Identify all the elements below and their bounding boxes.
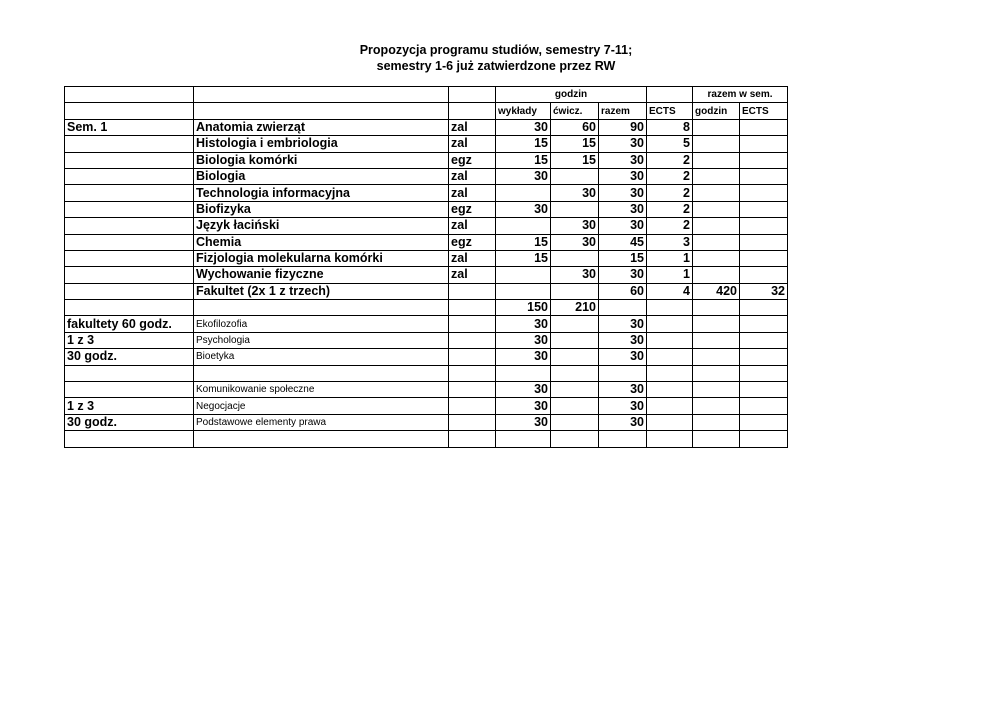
lecture-hours <box>496 267 551 283</box>
lecture-hours <box>496 431 551 447</box>
total-hours: 30 <box>599 185 647 201</box>
semester-hours <box>693 168 740 184</box>
table-row <box>65 119 788 135</box>
elective-subject: Podstawowe elementy prawa <box>194 414 449 430</box>
subject-name: Fizjologia molekularna komórki <box>194 250 449 266</box>
exercise-hours: 30 <box>551 218 599 234</box>
ects-points: 1 <box>647 250 693 266</box>
subject-name: Histologia i embriologia <box>194 136 449 152</box>
semester-ects <box>740 136 788 152</box>
row-label <box>65 283 194 299</box>
ects-points: 2 <box>647 201 693 217</box>
elective-subject: Bioetyka <box>194 349 449 365</box>
elective-subject: Psychologia <box>194 332 449 348</box>
elective-subject <box>194 431 449 447</box>
table-row <box>65 250 788 266</box>
subject-name: Anatomia zwierząt <box>194 119 449 135</box>
table-row <box>65 185 788 201</box>
lecture-hours: 150 <box>496 300 551 316</box>
lecture-hours <box>496 218 551 234</box>
semester-hours <box>693 136 740 152</box>
lecture-hours: 30 <box>496 382 551 398</box>
semester-ects <box>740 234 788 250</box>
exercise-hours <box>551 365 599 381</box>
subject-name <box>194 300 449 316</box>
elective-row <box>65 398 788 414</box>
subject-name: Wychowanie fizyczne <box>194 267 449 283</box>
total-hours: 15 <box>599 250 647 266</box>
row-label <box>65 136 194 152</box>
semester-hours <box>693 332 740 348</box>
total-hours: 30 <box>599 136 647 152</box>
exercise-hours <box>551 398 599 414</box>
semester-hours <box>693 398 740 414</box>
total-hours: 30 <box>599 349 647 365</box>
exam-type <box>449 382 496 398</box>
row-label <box>65 201 194 217</box>
exercise-hours <box>551 316 599 332</box>
exam-type <box>449 414 496 430</box>
ects-points: 8 <box>647 119 693 135</box>
semester-hours <box>693 250 740 266</box>
document-title-line2: semestry 1-6 już zatwierdzone przez RW <box>376 59 616 73</box>
row-label <box>65 168 194 184</box>
semester-ects <box>740 365 788 381</box>
total-hours: 30 <box>599 201 647 217</box>
total-hours: 90 <box>599 119 647 135</box>
semester-ects <box>740 414 788 430</box>
row-label <box>65 218 194 234</box>
semester-hours <box>693 218 740 234</box>
lecture-hours <box>496 365 551 381</box>
semester-hours <box>693 185 740 201</box>
semester-hours <box>693 365 740 381</box>
subject-name: Biologia <box>194 168 449 184</box>
subject-name: Chemia <box>194 234 449 250</box>
semester-ects <box>740 382 788 398</box>
semester-hours <box>693 431 740 447</box>
row-label <box>65 250 194 266</box>
semester-ects <box>740 168 788 184</box>
semester-ects <box>740 398 788 414</box>
subject-name: Biofizyka <box>194 201 449 217</box>
exercise-hours <box>551 349 599 365</box>
header-ects-sem: ECTS <box>740 103 788 119</box>
exercise-hours: 30 <box>551 267 599 283</box>
ects-points: 4 <box>647 283 693 299</box>
table-row <box>65 201 788 217</box>
semester-hours: 420 <box>693 283 740 299</box>
exercise-hours: 30 <box>551 234 599 250</box>
exam-type <box>449 365 496 381</box>
ects-points: 2 <box>647 152 693 168</box>
exam-type: zal <box>449 250 496 266</box>
exercise-hours <box>551 168 599 184</box>
elective-subject: Negocjacje <box>194 398 449 414</box>
header-godzin: godzin <box>496 87 647 103</box>
total-hours: 30 <box>599 332 647 348</box>
semester-ects: 32 <box>740 283 788 299</box>
exam-type <box>449 300 496 316</box>
lecture-hours: 30 <box>496 349 551 365</box>
semester-ects <box>740 300 788 316</box>
total-hours: 30 <box>599 168 647 184</box>
header-cwicz: ćwicz. <box>551 103 599 119</box>
exam-type: zal <box>449 119 496 135</box>
total-hours: 30 <box>599 398 647 414</box>
exam-type: zal <box>449 136 496 152</box>
table-row <box>65 136 788 152</box>
table-row <box>65 218 788 234</box>
table-row <box>65 234 788 250</box>
ects-points <box>647 332 693 348</box>
total-hours: 30 <box>599 316 647 332</box>
semester-hours <box>693 267 740 283</box>
ects-points: 2 <box>647 218 693 234</box>
lecture-hours: 30 <box>496 398 551 414</box>
elective-row <box>65 332 788 348</box>
total-hours: 30 <box>599 267 647 283</box>
semester-ects <box>740 332 788 348</box>
header-row-1 <box>65 87 788 103</box>
ects-points: 5 <box>647 136 693 152</box>
subject-name: Technologia informacyjna <box>194 185 449 201</box>
elective-row <box>65 349 788 365</box>
study-program-table <box>64 86 788 448</box>
exam-type <box>449 332 496 348</box>
ects-points <box>647 398 693 414</box>
header-razem-w-sem: razem w sem. <box>693 87 788 103</box>
elective-row <box>65 431 788 447</box>
semester-ects <box>740 431 788 447</box>
row-label <box>65 234 194 250</box>
elective-subject: Komunikowanie społeczne <box>194 382 449 398</box>
ects-points <box>647 365 693 381</box>
lecture-hours: 30 <box>496 316 551 332</box>
total-hours: 30 <box>599 218 647 234</box>
ects-points <box>647 316 693 332</box>
table-row <box>65 283 788 299</box>
exam-type: egz <box>449 201 496 217</box>
exercise-hours <box>551 283 599 299</box>
lecture-hours <box>496 185 551 201</box>
elective-group-label <box>65 382 194 398</box>
lecture-hours: 15 <box>496 250 551 266</box>
exercise-hours <box>551 382 599 398</box>
table-row <box>65 152 788 168</box>
exam-type <box>449 398 496 414</box>
total-hours <box>599 300 647 316</box>
exam-type <box>449 431 496 447</box>
exam-type: zal <box>449 218 496 234</box>
elective-subject: Ekofilozofia <box>194 316 449 332</box>
row-label <box>65 185 194 201</box>
ects-points <box>647 431 693 447</box>
semester-ects <box>740 349 788 365</box>
elective-group-label <box>65 431 194 447</box>
semester-ects <box>740 119 788 135</box>
semester-ects <box>740 185 788 201</box>
semester-hours <box>693 382 740 398</box>
lecture-hours: 30 <box>496 119 551 135</box>
lecture-hours: 15 <box>496 136 551 152</box>
header-godzin-sem: godzin <box>693 103 740 119</box>
ects-points: 2 <box>647 168 693 184</box>
exercise-hours <box>551 332 599 348</box>
exam-type: zal <box>449 185 496 201</box>
elective-group-label: 1 z 3 <box>65 332 194 348</box>
exam-type: zal <box>449 267 496 283</box>
total-hours: 30 <box>599 152 647 168</box>
exercise-hours <box>551 414 599 430</box>
semester-hours <box>693 234 740 250</box>
ects-points <box>647 382 693 398</box>
elective-row <box>65 316 788 332</box>
lecture-hours: 30 <box>496 201 551 217</box>
exercise-hours: 30 <box>551 185 599 201</box>
subject-name: Fakultet (2x 1 z trzech) <box>194 283 449 299</box>
semester-hours <box>693 300 740 316</box>
elective-row <box>65 414 788 430</box>
exam-type <box>449 316 496 332</box>
row-label <box>65 267 194 283</box>
elective-group-label: 30 godz. <box>65 414 194 430</box>
exercise-hours: 15 <box>551 152 599 168</box>
header-razem: razem <box>599 103 647 119</box>
semester-hours <box>693 119 740 135</box>
total-hours: 60 <box>599 283 647 299</box>
exam-type: egz <box>449 234 496 250</box>
lecture-hours: 30 <box>496 168 551 184</box>
elective-group-label: 30 godz. <box>65 349 194 365</box>
row-label <box>65 152 194 168</box>
header-wyklady: wykłady <box>496 103 551 119</box>
ects-points: 3 <box>647 234 693 250</box>
exercise-hours: 15 <box>551 136 599 152</box>
elective-group-label: fakultety 60 godz. <box>65 316 194 332</box>
semester-ects <box>740 316 788 332</box>
lecture-hours: 30 <box>496 414 551 430</box>
row-label <box>65 300 194 316</box>
ects-points <box>647 414 693 430</box>
total-hours <box>599 431 647 447</box>
subject-name: Język łaciński <box>194 218 449 234</box>
semester-hours <box>693 349 740 365</box>
semester-hours <box>693 316 740 332</box>
elective-row <box>65 365 788 381</box>
exercise-hours <box>551 431 599 447</box>
lecture-hours <box>496 283 551 299</box>
lecture-hours: 15 <box>496 234 551 250</box>
semester-hours <box>693 201 740 217</box>
elective-row <box>65 382 788 398</box>
table-row <box>65 168 788 184</box>
exam-type <box>449 283 496 299</box>
elective-group-label: 1 z 3 <box>65 398 194 414</box>
semester-ects <box>740 218 788 234</box>
subject-name: Biologia komórki <box>194 152 449 168</box>
row-label: Sem. 1 <box>65 119 194 135</box>
total-hours: 45 <box>599 234 647 250</box>
header-ects: ECTS <box>647 103 693 119</box>
semester-hours <box>693 414 740 430</box>
ects-points <box>647 349 693 365</box>
table-row <box>65 267 788 283</box>
exam-type: zal <box>449 168 496 184</box>
exercise-hours: 60 <box>551 119 599 135</box>
header-row-2 <box>65 103 788 119</box>
elective-group-label <box>65 365 194 381</box>
total-hours: 30 <box>599 414 647 430</box>
table-row <box>65 300 788 316</box>
exercise-hours <box>551 201 599 217</box>
exam-type <box>449 349 496 365</box>
semester-ects <box>740 250 788 266</box>
lecture-hours: 15 <box>496 152 551 168</box>
ects-points <box>647 300 693 316</box>
ects-points: 1 <box>647 267 693 283</box>
semester-ects <box>740 152 788 168</box>
semester-ects <box>740 201 788 217</box>
ects-points: 2 <box>647 185 693 201</box>
total-hours: 30 <box>599 382 647 398</box>
semester-ects <box>740 267 788 283</box>
total-hours <box>599 365 647 381</box>
exam-type: egz <box>449 152 496 168</box>
document-title-line1: Propozycja programu studiów, semestry 7-11; <box>359 43 633 57</box>
elective-subject <box>194 365 449 381</box>
semester-hours <box>693 152 740 168</box>
exercise-hours: 210 <box>551 300 599 316</box>
exercise-hours <box>551 250 599 266</box>
lecture-hours: 30 <box>496 332 551 348</box>
